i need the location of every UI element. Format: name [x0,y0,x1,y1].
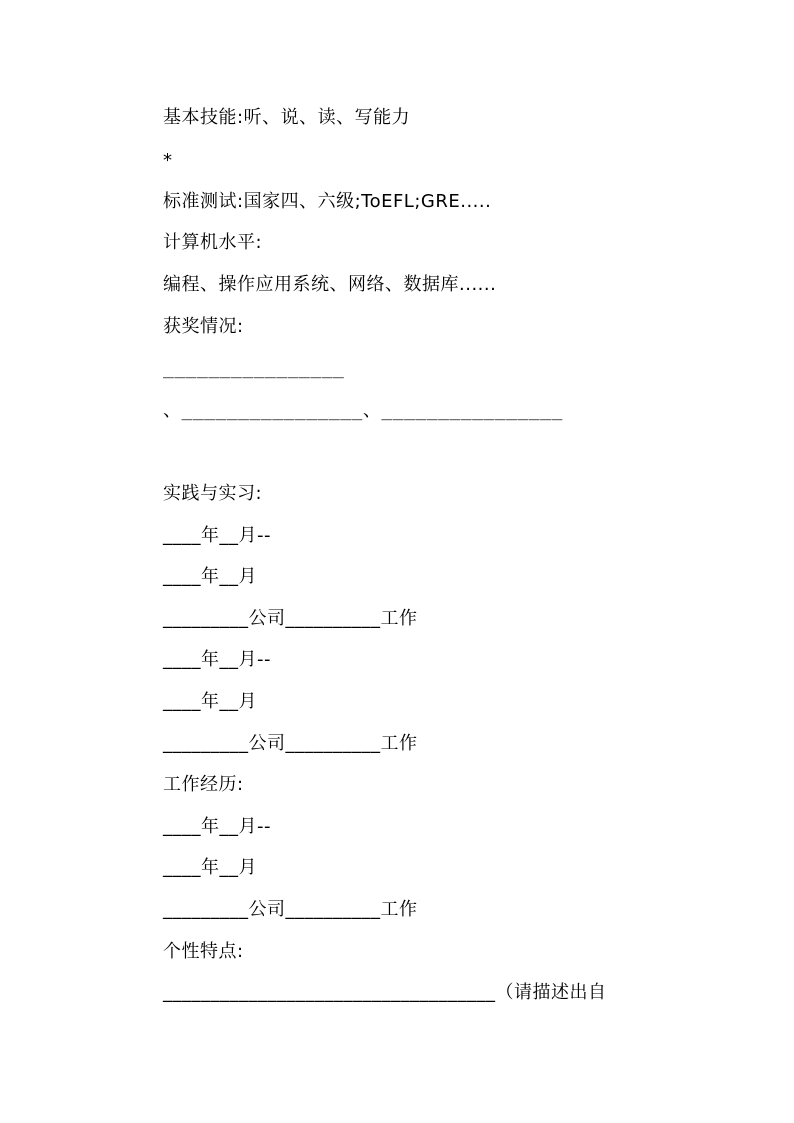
practice-internship-heading: 实践与实习: [163,483,263,504]
work-company: _________公司__________工作 [163,899,418,920]
internship-2-company: _________公司__________工作 [163,733,418,754]
personality-heading: 个性特点: [163,941,244,962]
award-blank-1: ________________ [163,358,345,379]
work-end-date: ____年__月 [163,857,257,878]
personality-blank-line: ___________________________________（请描述出自 [163,982,607,1003]
internship-1-end-date: ____年__月 [163,566,257,587]
award-blank-2: 、________________、________________ [163,400,563,421]
work-experience-heading: 工作经历: [163,774,244,795]
computer-skills-line: 编程、操作应用系统、网络、数据库...... [163,274,497,295]
computer-level-heading: 计算机水平: [163,232,263,253]
work-start-date: ____年__月-- [163,816,271,837]
internship-2-end-date: ____年__月 [163,691,257,712]
internship-2-start-date: ____年__月-- [163,649,271,670]
internship-1-company: _________公司__________工作 [163,608,418,629]
basic-skills-line: 基本技能:听、说、读、写能力 [163,107,411,128]
awards-heading: 获奖情况: [163,316,244,337]
standard-tests-line: 标准测试:国家四、六级;ToEFL;GRE..... [163,191,492,212]
internship-1-start-date: ____年__月-- [163,525,271,546]
asterisk-line: * [163,150,173,171]
